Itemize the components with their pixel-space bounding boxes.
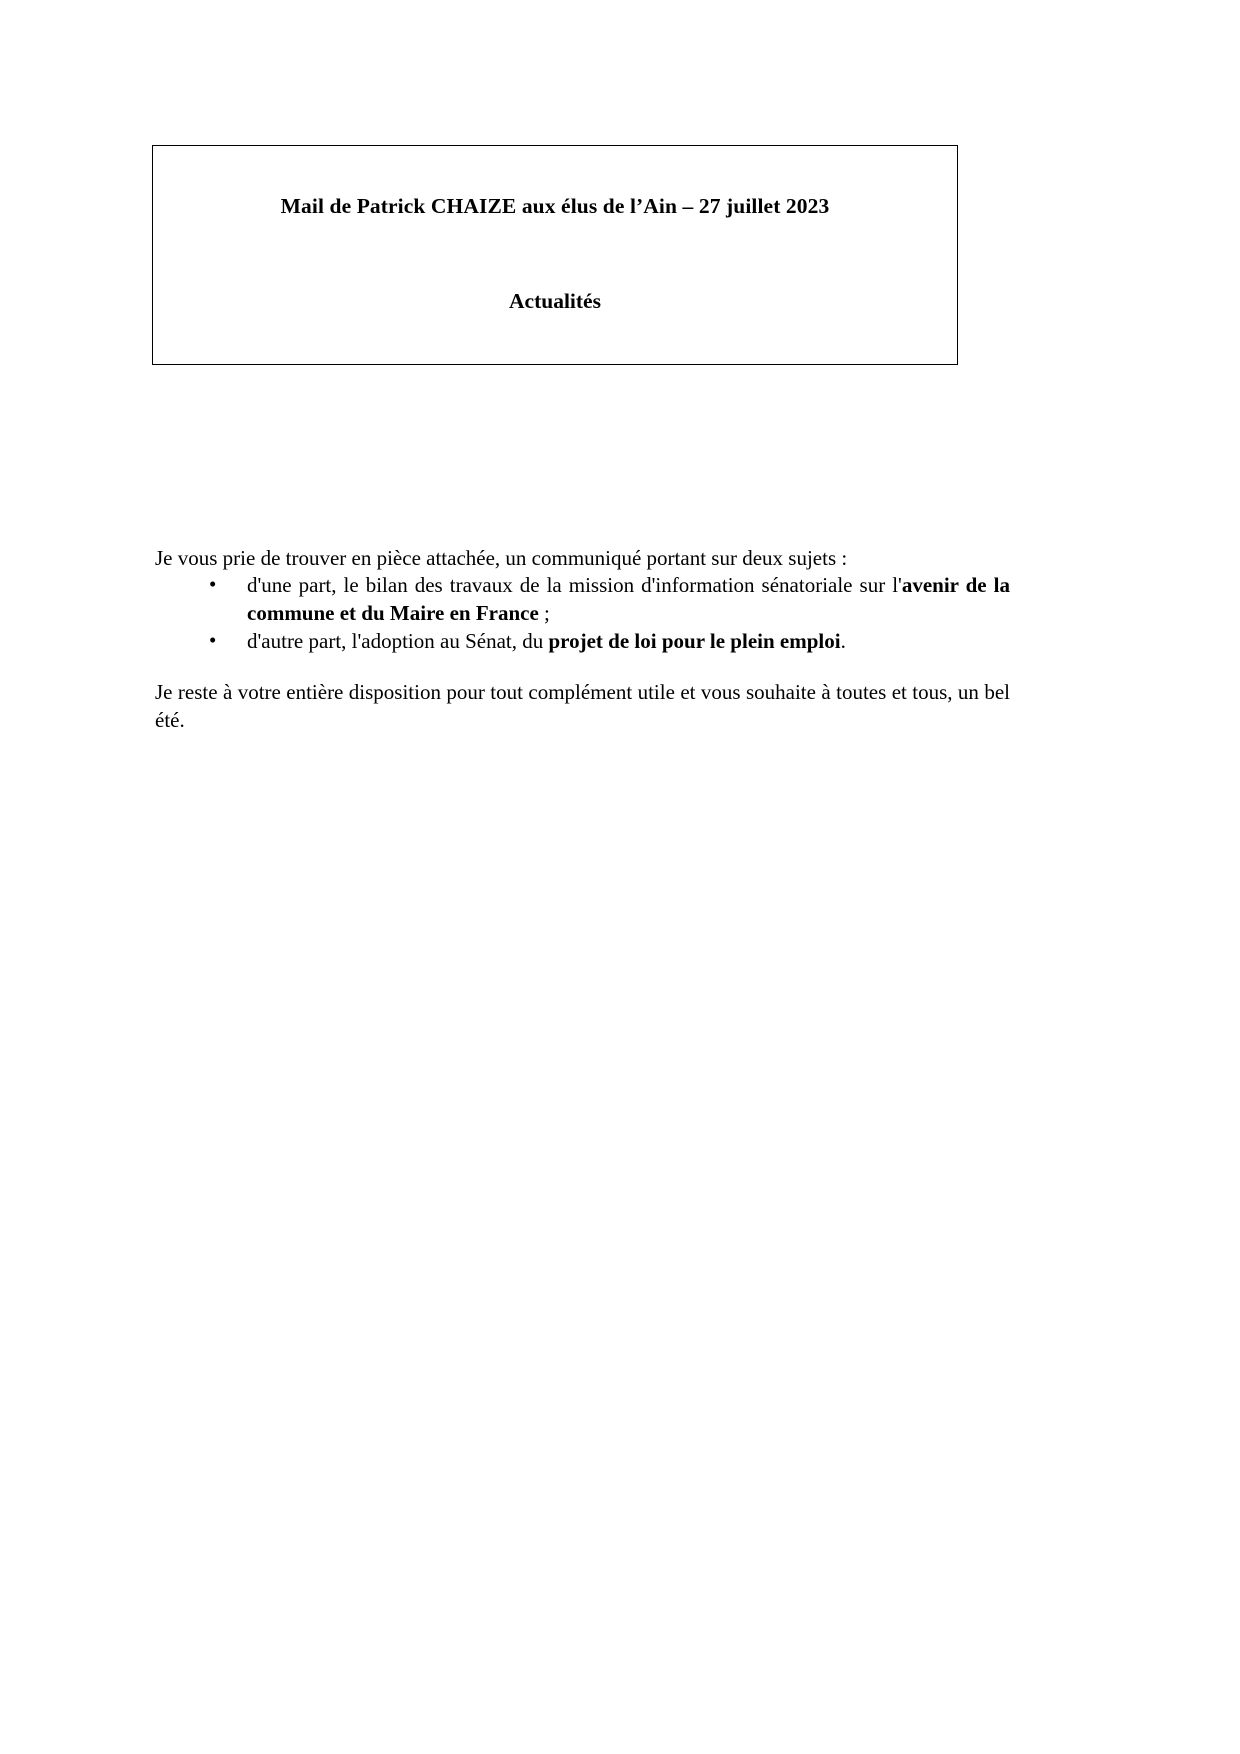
header-title-box — [152, 145, 958, 365]
closing-paragraph: Je reste à votre entière disposition pour tout complément utile et vous souhaite à toutes et tous, un bel été. — [155, 680, 1010, 732]
bullet-dot-icon: • — [209, 572, 217, 597]
list-item-trailing-text: . — [840, 628, 846, 653]
list-item-trailing-text: ; — [538, 601, 550, 626]
list-item — [209, 572, 1010, 627]
list-item-emphasis-text: projet de loi pour le plein emploi — [548, 628, 841, 653]
page-subtitle: Actualités — [509, 289, 601, 313]
intro-paragraph: Je vous prie de trouver en pièce attachée, un communiqué portant sur deux sujets : — [155, 546, 848, 570]
bullet-dot-icon: • — [209, 627, 217, 652]
list-item-lead-text: d'autre part, l'adoption au Sénat, du — [247, 628, 549, 653]
list-item-emphasis-text: avenir de la commune et du Maire en France — [247, 573, 1010, 626]
list-item — [209, 627, 1010, 656]
subjects-list — [155, 572, 1010, 655]
page-title: Mail de Patrick CHAIZE aux élus de l’Ain – 27 juillet 2023 — [280, 194, 830, 218]
list-item-lead-text: d'une part, le bilan des travaux de la mission d'information sénatoriale sur l' — [247, 573, 902, 598]
document-body — [155, 545, 1010, 734]
